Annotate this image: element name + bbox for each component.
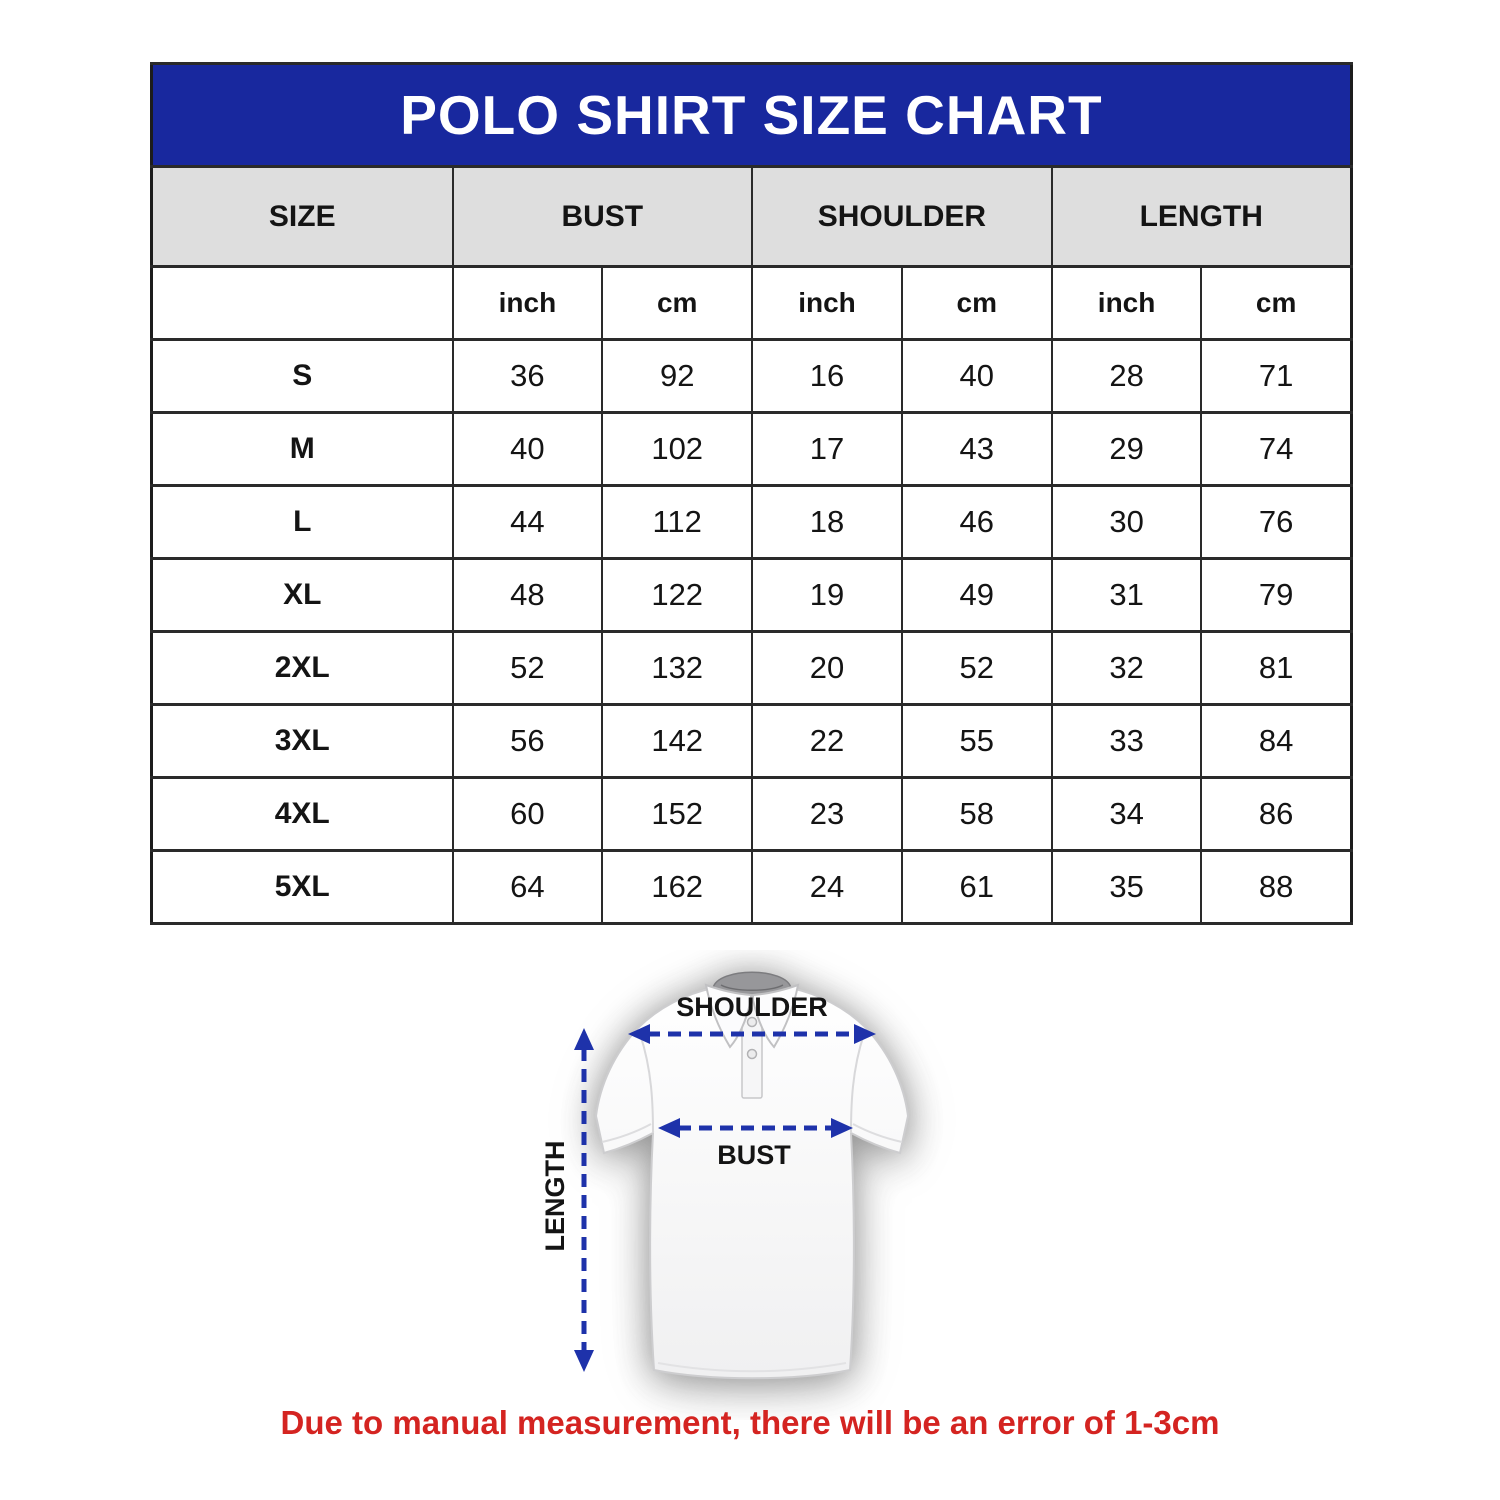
measurement-value: 32 — [1052, 632, 1202, 705]
measurement-value: 112 — [602, 486, 752, 559]
table-row — [152, 486, 1352, 559]
table-row — [152, 413, 1352, 486]
measurement-value: 18 — [752, 486, 902, 559]
col-header-bust: BUST — [453, 167, 753, 267]
unit-header-bust-cm: cm — [602, 267, 752, 340]
table-row — [152, 705, 1352, 778]
polo-shirt-diagram — [480, 950, 1040, 1420]
measurement-note: Due to manual measurement, there will be an error of 1-3cm — [280, 1404, 1220, 1441]
column-header-row — [152, 167, 1352, 267]
measurement-value: 17 — [752, 413, 902, 486]
col-header-shoulder: SHOULDER — [752, 167, 1052, 267]
measurement-value: 56 — [453, 705, 603, 778]
size-label: L — [152, 486, 453, 559]
measurement-value: 84 — [1201, 705, 1351, 778]
measurement-value: 16 — [752, 340, 902, 413]
measurement-value: 35 — [1052, 851, 1202, 924]
table-row — [152, 340, 1352, 413]
measurement-value: 55 — [902, 705, 1052, 778]
length-label: LENGTH — [540, 1140, 570, 1252]
measurement-value: 49 — [902, 559, 1052, 632]
measurement-value: 52 — [453, 632, 603, 705]
measurement-value: 19 — [752, 559, 902, 632]
unit-header-empty — [152, 267, 453, 340]
measurement-value: 52 — [902, 632, 1052, 705]
measurement-value: 152 — [602, 778, 752, 851]
size-label: XL — [152, 559, 453, 632]
measurement-value: 28 — [1052, 340, 1202, 413]
unit-header-length-inch: inch — [1052, 267, 1202, 340]
unit-header-row — [152, 267, 1352, 340]
bust-label: BUST — [717, 1140, 791, 1170]
col-header-length: LENGTH — [1052, 167, 1352, 267]
measurement-value: 79 — [1201, 559, 1351, 632]
measurement-value: 86 — [1201, 778, 1351, 851]
shoulder-label: SHOULDER — [676, 992, 828, 1022]
table-row — [152, 778, 1352, 851]
measurement-value: 34 — [1052, 778, 1202, 851]
measurement-value: 88 — [1201, 851, 1351, 924]
measurement-value: 64 — [453, 851, 603, 924]
button-icon — [748, 1050, 757, 1059]
unit-header-length-cm: cm — [1201, 267, 1351, 340]
table-row — [152, 632, 1352, 705]
measurement-value: 33 — [1052, 705, 1202, 778]
measurement-value: 132 — [602, 632, 752, 705]
measurement-value: 60 — [453, 778, 603, 851]
measurement-value: 71 — [1201, 340, 1351, 413]
measurement-value: 20 — [752, 632, 902, 705]
measurement-value: 122 — [602, 559, 752, 632]
measurement-value: 74 — [1201, 413, 1351, 486]
measurement-value: 24 — [752, 851, 902, 924]
size-label: 5XL — [152, 851, 453, 924]
table-row — [152, 851, 1352, 924]
unit-header-shoulder-cm: cm — [902, 267, 1052, 340]
length-arrow — [574, 1028, 594, 1372]
measurement-value: 81 — [1201, 632, 1351, 705]
measurement-value: 46 — [902, 486, 1052, 559]
size-label: 4XL — [152, 778, 453, 851]
measurement-value: 142 — [602, 705, 752, 778]
size-label: 3XL — [152, 705, 453, 778]
size-label: S — [152, 340, 453, 413]
measurement-value: 162 — [602, 851, 752, 924]
page-title: POLO SHIRT SIZE CHART — [152, 64, 1352, 167]
measurement-value: 48 — [453, 559, 603, 632]
col-header-size: SIZE — [152, 167, 453, 267]
measurement-value: 61 — [902, 851, 1052, 924]
measurement-value: 43 — [902, 413, 1052, 486]
measurement-value: 22 — [752, 705, 902, 778]
measurement-value: 44 — [453, 486, 603, 559]
measurement-value: 40 — [902, 340, 1052, 413]
measurement-value: 29 — [1052, 413, 1202, 486]
measurement-value: 40 — [453, 413, 603, 486]
measurement-value: 92 — [602, 340, 752, 413]
size-label: M — [152, 413, 453, 486]
unit-header-bust-inch: inch — [453, 267, 603, 340]
size-label: 2XL — [152, 632, 453, 705]
title-banner — [152, 64, 1352, 167]
measurement-value: 23 — [752, 778, 902, 851]
measurement-value: 102 — [602, 413, 752, 486]
measurement-value: 31 — [1052, 559, 1202, 632]
measurement-value: 76 — [1201, 486, 1351, 559]
measurement-value: 36 — [453, 340, 603, 413]
unit-header-shoulder-inch: inch — [752, 267, 902, 340]
table-row — [152, 559, 1352, 632]
measurement-value: 30 — [1052, 486, 1202, 559]
measurement-value: 58 — [902, 778, 1052, 851]
size-chart-table — [150, 62, 1353, 925]
